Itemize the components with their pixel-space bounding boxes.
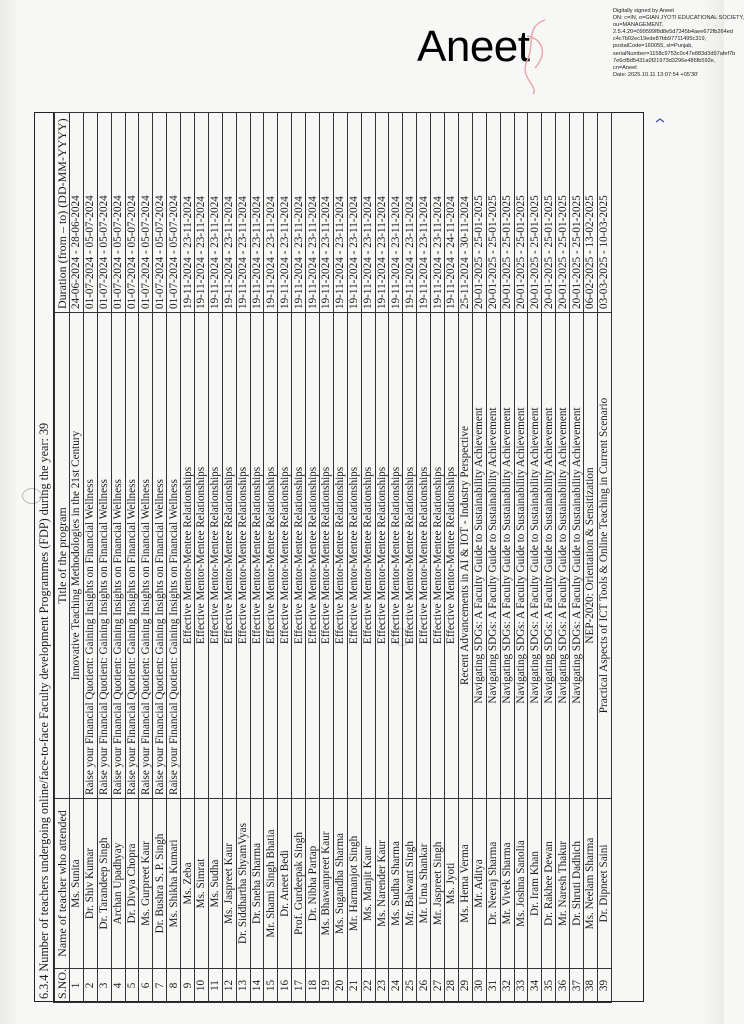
- cell-sno: 20: [333, 969, 347, 1003]
- table-row: [292, 113, 306, 1003]
- table-row: [97, 113, 111, 1003]
- cell-name: Ms. Sudha Sharma: [389, 799, 403, 969]
- cell-duration: 20-01-2025 - 25-01-2025: [570, 113, 584, 313]
- cell-sno: 2: [83, 969, 97, 1003]
- cell-title: Effective Mentor-Mentee Relationships: [306, 313, 320, 799]
- cell-duration: 19-11-2024 - 23-11-2024: [431, 113, 445, 313]
- cell-name: Dr. Dipneet Saini: [597, 799, 611, 969]
- signature-detail-line: Date: 2025.10.11 13:07:54 +05'30': [613, 71, 699, 78]
- cell-name: Dr. Divya Chopra: [125, 799, 139, 969]
- table-row: [583, 113, 597, 1003]
- fdp-table-frame: [34, 112, 644, 1002]
- cell-name: Ms. Manjit Kaur: [361, 799, 375, 969]
- cell-title: Navigating SDGs: A Faculty Guide to Sustainability Achievement: [542, 313, 556, 799]
- table-row: [431, 113, 445, 1003]
- cell-title: Effective Mentor-Mentee Relationships: [333, 313, 347, 799]
- cell-sno: 39: [597, 969, 611, 1003]
- header-sno: S.NO.: [55, 969, 70, 1003]
- table-row: [542, 113, 556, 1003]
- cell-sno: 3: [97, 969, 111, 1003]
- fdp-table: [54, 112, 612, 1003]
- cell-sno: 28: [445, 969, 459, 1003]
- cell-title: Effective Mentor-Mentee Relationships: [445, 313, 459, 799]
- cell-title: Navigating SDGs: A Faculty Guide to Sustainability Achievement: [528, 313, 542, 799]
- cell-sno: 15: [264, 969, 278, 1003]
- cell-title: Navigating SDGs: A Faculty Guide to Sustainability Achievement: [500, 313, 514, 799]
- cell-name: Mr. Naresh Thakur: [556, 799, 570, 969]
- cell-name: Ms. Neelam Sharma: [583, 799, 597, 969]
- table-row: [125, 113, 139, 1003]
- cell-title: Effective Mentor-Mentee Relationships: [236, 313, 250, 799]
- signature-detail-line: ou=MANAGEMENT,: [613, 22, 664, 29]
- cell-title: Practical Aspects of ICT Tools & Online Teaching in Current Scenario: [597, 313, 611, 799]
- cell-title: Effective Mentor-Mentee Relationships: [278, 313, 292, 799]
- table-row: [181, 113, 195, 1003]
- cell-name: Ms. Sudha: [208, 799, 222, 969]
- cell-name: Mr. Shami Singh Bhatia: [264, 799, 278, 969]
- table-row: [417, 113, 431, 1003]
- cell-name: Mr. Uma Shankar: [417, 799, 431, 969]
- header-name: Name of teacher who attended: [55, 799, 70, 969]
- cell-name: Dr. Siddhartha ShyamVyas: [236, 799, 250, 969]
- header-duration: Duration (from – to) (DD-MM-YYYY): [55, 113, 70, 313]
- cell-title: NEP-2020: Orientation & Sensitization: [583, 313, 597, 799]
- cell-duration: 19-11-2024 - 23-11-2024: [333, 113, 347, 313]
- signature-detail-line: c4c7b02ec19ede87bb97711495c319,: [613, 36, 707, 43]
- cell-duration: 20-01-2025 - 25-01-2025: [514, 113, 528, 313]
- cell-name: Ms. Narender Kaur: [375, 799, 389, 969]
- cell-name: Ms. Jyoti: [445, 799, 459, 969]
- cell-name: Dr. Aneet Bedi: [278, 799, 292, 969]
- table-row: [361, 113, 375, 1003]
- cell-sno: 7: [153, 969, 167, 1003]
- pen-mark-icon: [655, 118, 665, 124]
- cell-sno: 6: [139, 969, 153, 1003]
- cell-duration: 19-11-2024 - 23-11-2024: [403, 113, 417, 313]
- cell-name: Ms. Simrat: [195, 799, 209, 969]
- cell-title: Navigating SDGs: A Faculty Guide to Sustainability Achievement: [486, 313, 500, 799]
- table-row: [250, 113, 264, 1003]
- cell-duration: 19-11-2024 - 23-11-2024: [347, 113, 361, 313]
- table-row: [597, 113, 611, 1003]
- cell-duration: 20-01-2025 - 25-01-2025: [472, 113, 486, 313]
- cell-duration: 19-11-2024 - 23-11-2024: [208, 113, 222, 313]
- cell-name: Ms. Sunita: [70, 799, 84, 969]
- table-row: [139, 113, 153, 1003]
- cell-duration: 19-11-2024 - 23-11-2024: [292, 113, 306, 313]
- cell-title: Effective Mentor-Mentee Relationships: [347, 313, 361, 799]
- table-row: [375, 113, 389, 1003]
- table-row: [167, 113, 181, 1003]
- cell-duration: 19-11-2024 - 23-11-2024: [222, 113, 236, 313]
- cell-title: Navigating SDGs: A Faculty Guide to Sustainability Achievement: [472, 313, 486, 799]
- table-row: [236, 113, 250, 1003]
- cell-name: Ms. Zeba: [181, 799, 195, 969]
- cell-sno: 13: [236, 969, 250, 1003]
- cell-name: Mr. Jaspreet Singh: [431, 799, 445, 969]
- cell-title: Effective Mentor-Mentee Relationships: [208, 313, 222, 799]
- signature-detail-line: DN: c=IN, o=GIAN JYOTI EDUCATIONAL SOCIETY,: [613, 15, 744, 22]
- cell-duration: 03-03-2025 - 10-03-2025: [597, 113, 611, 313]
- cell-name: Dr. Tarandeep Singh: [97, 799, 111, 969]
- cell-name: Ms. Shikha Kumari: [167, 799, 181, 969]
- table-row: [70, 113, 84, 1003]
- cell-duration: 19-11-2024 - 23-11-2024: [195, 113, 209, 313]
- cell-duration: 01-07-2024 - 05-07-2024: [125, 113, 139, 313]
- cell-sno: 18: [306, 969, 320, 1003]
- cell-duration: 19-11-2024 - 23-11-2024: [417, 113, 431, 313]
- cell-title: Navigating SDGs: A Faculty Guide to Sustainability Achievement: [514, 313, 528, 799]
- cell-title: Raise your Financial Quotient: Gaining Insights on Financial Wellness: [153, 313, 167, 799]
- cell-title: Raise your Financial Quotient: Gaining Insights on Financial Wellness: [97, 313, 111, 799]
- table-row: [500, 113, 514, 1003]
- signature-detail-line: 7e6cf8d5431a0f21973d3296e486fb592e,: [613, 57, 716, 64]
- cell-duration: 01-07-2024 - 05-07-2024: [153, 113, 167, 313]
- table-row: [83, 113, 97, 1003]
- cell-sno: 12: [222, 969, 236, 1003]
- cell-title: Raise your Financial Quotient: Gaining Insights on Financial Wellness: [83, 313, 97, 799]
- cell-name: Ms. Bhawanpreet Kaur: [320, 799, 334, 969]
- cell-name: Dr. Iram Khan: [528, 799, 542, 969]
- cell-title: Effective Mentor-Mentee Relationships: [222, 313, 236, 799]
- cell-duration: 19-11-2024 - 24-11-2024: [445, 113, 459, 313]
- cell-sno: 10: [195, 969, 209, 1003]
- cell-title: Effective Mentor-Mentee Relationships: [250, 313, 264, 799]
- cell-sno: 11: [208, 969, 222, 1003]
- signature-name: Aneet: [417, 22, 530, 71]
- cell-duration: 24-06-2024 - 28-06-2024: [70, 113, 84, 313]
- cell-title: Raise your Financial Quotient: Gaining Insights on Financial Wellness: [125, 313, 139, 799]
- cell-sno: 35: [542, 969, 556, 1003]
- cell-sno: 8: [167, 969, 181, 1003]
- cell-name: Dr. Sneha Sharma: [250, 799, 264, 969]
- signature-detail-line: Digitally signed by Aneet: [613, 8, 674, 14]
- cell-title: Effective Mentor-Mentee Relationships: [361, 313, 375, 799]
- table-row: [264, 113, 278, 1003]
- cell-name: Dr. Neeraj Sharma: [486, 799, 500, 969]
- cell-duration: 20-01-2025 - 25-01-2025: [500, 113, 514, 313]
- table-row: [320, 113, 334, 1003]
- cell-sno: 5: [125, 969, 139, 1003]
- table-row: [486, 113, 500, 1003]
- cell-name: Ms. Joshna Sanolia: [514, 799, 528, 969]
- cell-name: Mr. Harmanjot Singh: [347, 799, 361, 969]
- cell-duration: 20-01-2025 - 25-01-2025: [486, 113, 500, 313]
- cell-sno: 38: [583, 969, 597, 1003]
- cell-sno: 25: [403, 969, 417, 1003]
- cell-title: Effective Mentor-Mentee Relationships: [389, 313, 403, 799]
- cell-sno: 19: [320, 969, 334, 1003]
- table-caption: 6.3.4 Number of teachers undergoing online/face-to-face Faculty development Programmes (FDP) during the year: 39: [35, 113, 54, 1003]
- signature-detail-line: postalCode=160055, st=Punjab,: [613, 43, 693, 50]
- cell-sno: 22: [361, 969, 375, 1003]
- cell-sno: 30: [472, 969, 486, 1003]
- table-row: [195, 113, 209, 1003]
- cell-name: Prof. Gurdeepak Singh: [292, 799, 306, 969]
- cell-duration: 25-11-2024 - 30-11-2024: [458, 113, 472, 313]
- cell-sno: 27: [431, 969, 445, 1003]
- cell-name: Mr. Aditya: [472, 799, 486, 969]
- cell-title: Navigating SDGs: A Faculty Guide to Sustainability Achievement: [570, 313, 584, 799]
- table-row: [306, 113, 320, 1003]
- cell-duration: 01-07-2024 - 05-07-2024: [167, 113, 181, 313]
- cell-duration: 20-01-2025 - 25-01-2025: [556, 113, 570, 313]
- cell-sno: 16: [278, 969, 292, 1003]
- table-row: [153, 113, 167, 1003]
- signature-detail-line: cn=Aneet: [613, 64, 637, 71]
- cell-title: Navigating SDGs: A Faculty Guide to Sustainability Achievement: [556, 313, 570, 799]
- cell-duration: 19-11-2024 - 23-11-2024: [306, 113, 320, 313]
- cell-name: Dr. Rakhee Dewan: [542, 799, 556, 969]
- cell-name: Ms. Sugandha Sharma: [333, 799, 347, 969]
- cell-title: Effective Mentor-Mentee Relationships: [417, 313, 431, 799]
- cell-duration: 19-11-2024 - 23-11-2024: [250, 113, 264, 313]
- table-row: [208, 113, 222, 1003]
- cell-duration: 01-07-2024 - 05-07-2024: [111, 113, 125, 313]
- cell-duration: 19-11-2024 - 23-11-2024: [278, 113, 292, 313]
- cell-sno: 9: [181, 969, 195, 1003]
- table-row: [445, 113, 459, 1003]
- cell-sno: 1: [70, 969, 84, 1003]
- cell-duration: 20-01-2025 - 25-01-2025: [528, 113, 542, 313]
- cell-title: Effective Mentor-Mentee Relationships: [431, 313, 445, 799]
- cell-name: Mr. Vivek Sharma: [500, 799, 514, 969]
- cell-title: Innovative Teaching Methodologies in the 21st Century: [70, 313, 84, 799]
- cell-sno: 23: [375, 969, 389, 1003]
- cell-name: Mr. Balwant Singh: [403, 799, 417, 969]
- cell-duration: 19-11-2024 - 23-11-2024: [389, 113, 403, 313]
- table-header-row: [55, 113, 70, 1003]
- cell-sno: 37: [570, 969, 584, 1003]
- cell-sno: 31: [486, 969, 500, 1003]
- cell-sno: 33: [514, 969, 528, 1003]
- cell-sno: 17: [292, 969, 306, 1003]
- cell-name: Ms. Hema Verma: [458, 799, 472, 969]
- table-row: [528, 113, 542, 1003]
- cell-title: Effective Mentor-Mentee Relationships: [320, 313, 334, 799]
- cell-sno: 4: [111, 969, 125, 1003]
- cell-name: Archan Upadhyay: [111, 799, 125, 969]
- table-row: [556, 113, 570, 1003]
- cell-duration: 19-11-2024 - 23-11-2024: [361, 113, 375, 313]
- cell-title: Effective Mentor-Mentee Relationships: [375, 313, 389, 799]
- signature-scribble-icon: [505, 16, 565, 96]
- table-body: [70, 113, 612, 1003]
- table-row: [222, 113, 236, 1003]
- cell-duration: 19-11-2024 - 23-11-2024: [375, 113, 389, 313]
- signature-detail-line: 2.5.4.20=099599f8d8e5d7345b4aee672fb264ed: [613, 29, 733, 36]
- cell-duration: 19-11-2024 - 23-11-2024: [320, 113, 334, 313]
- cell-sno: 32: [500, 969, 514, 1003]
- table-row: [333, 113, 347, 1003]
- table-row: [472, 113, 486, 1003]
- cell-title: Effective Mentor-Mentee Relationships: [195, 313, 209, 799]
- table-row: [389, 113, 403, 1003]
- cell-title: Raise your Financial Quotient: Gaining Insights on Financial Wellness: [139, 313, 153, 799]
- cell-sno: 26: [417, 969, 431, 1003]
- cell-title: Effective Mentor-Mentee Relationships: [181, 313, 195, 799]
- table-row: [111, 113, 125, 1003]
- cell-name: Dr. Bushra S. P. Singh: [153, 799, 167, 969]
- cell-duration: 01-07-2024 - 05-07-2024: [139, 113, 153, 313]
- cell-duration: 20-01-2025 - 25-01-2025: [542, 113, 556, 313]
- cell-sno: 24: [389, 969, 403, 1003]
- table-row: [278, 113, 292, 1003]
- cell-name: Ms. Jaspreet Kaur: [222, 799, 236, 969]
- cell-name: Dr. Shiv Kumar: [83, 799, 97, 969]
- cell-title: Effective Mentor-Mentee Relationships: [403, 313, 417, 799]
- cell-title: Raise your Financial Quotient: Gaining Insights on Financial Wellness: [111, 313, 125, 799]
- table-row: [347, 113, 361, 1003]
- header-title: Title of the program: [55, 313, 70, 799]
- cell-name: Dr. Shruti Dadhich: [570, 799, 584, 969]
- cell-title: Effective Mentor-Mentee Relationships: [292, 313, 306, 799]
- cell-name: Dr. Nibha Partap: [306, 799, 320, 969]
- cell-title: Recent Advancements in AI & IOT - Industry Perspective: [458, 313, 472, 799]
- cell-sno: 36: [556, 969, 570, 1003]
- table-row: [570, 113, 584, 1003]
- cell-name: Ms. Gurpreet Kaur: [139, 799, 153, 969]
- signature-detail-line: serialNumber=1158c9753c0c47e883d3d97afef7b: [613, 50, 736, 57]
- cell-duration: 01-07-2024 - 05-07-2024: [97, 113, 111, 313]
- signature-details: [613, 8, 744, 79]
- cell-sno: 34: [528, 969, 542, 1003]
- cell-duration: 19-11-2024 - 23-11-2024: [264, 113, 278, 313]
- cell-duration: 19-11-2024 - 23-11-2024: [236, 113, 250, 313]
- table-row: [458, 113, 472, 1003]
- cell-duration: 01-07-2024 - 05-07-2024: [83, 113, 97, 313]
- cell-title: Effective Mentor-Mentee Relationships: [264, 313, 278, 799]
- cell-sno: 29: [458, 969, 472, 1003]
- table-row: [403, 113, 417, 1003]
- cell-duration: 06-02-2025 - 13-02-2025: [583, 113, 597, 313]
- cell-duration: 19-11-2024 - 23-11-2024: [181, 113, 195, 313]
- cell-sno: 14: [250, 969, 264, 1003]
- cell-title: Raise your Financial Quotient: Gaining Insights on Financial Wellness: [167, 313, 181, 799]
- cell-sno: 21: [347, 969, 361, 1003]
- table-row: [514, 113, 528, 1003]
- rotated-table-content: [35, 113, 645, 1003]
